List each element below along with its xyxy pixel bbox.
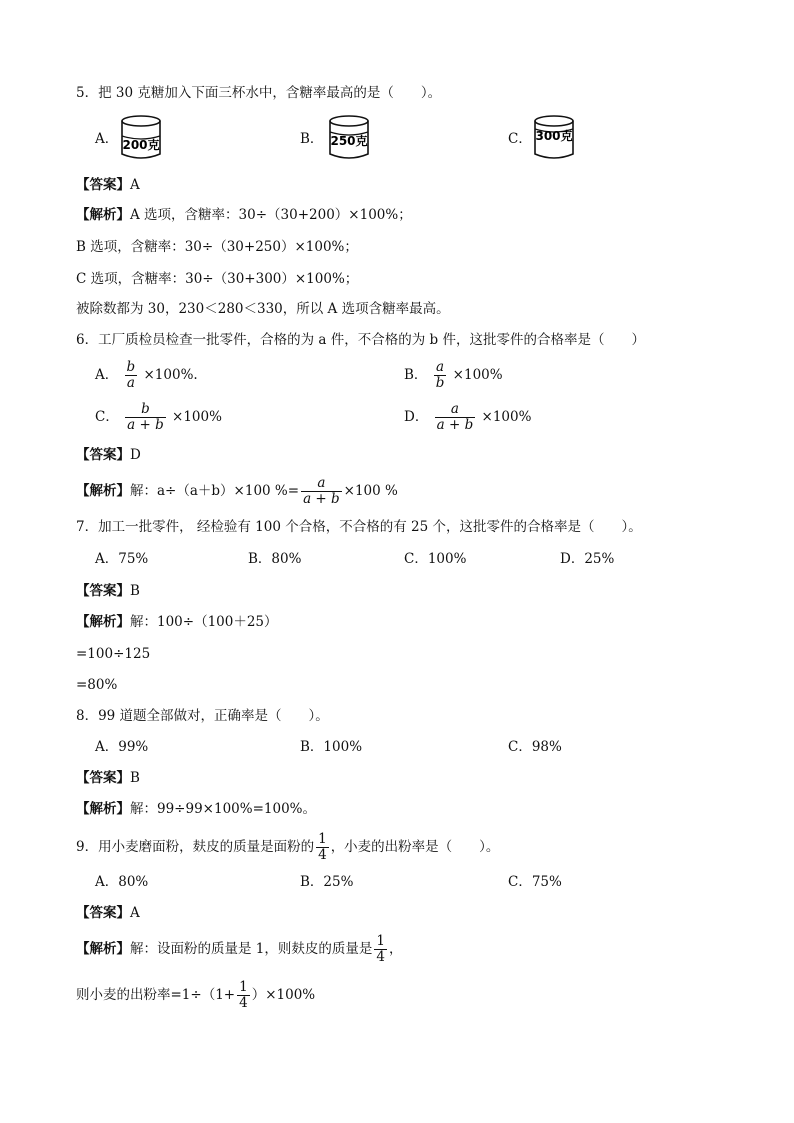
q7-option-a: [95, 550, 148, 568]
fraction: [301, 476, 342, 507]
q6-option-tail: ×100%: [172, 409, 222, 425]
q5-option-c-letter: C．: [508, 131, 532, 147]
q9-option-letter: A．: [95, 874, 119, 890]
q6-option-letter: A．: [95, 367, 119, 383]
q7-option-d: [560, 550, 614, 568]
q5-option-b-letter: B．: [300, 131, 324, 147]
q6-option-tail: ×100%: [481, 409, 532, 425]
q5-analysis-line: A 选项，含糖率：30÷（30+200）×100%；: [130, 207, 412, 223]
answer-tag: 【答案】: [76, 583, 130, 599]
q6-analysis-pre: 解：a÷（a＋b）×100 %=: [130, 483, 300, 499]
q6-option-letter: B．: [404, 367, 428, 383]
answer-tag: 【答案】: [76, 905, 130, 921]
q5-answer: [76, 176, 140, 194]
q9-analysis-post: ）×100%: [251, 987, 316, 1003]
fraction: [435, 402, 476, 433]
fraction-denominator: a + b: [127, 417, 164, 433]
q8-option-c: [508, 738, 562, 756]
analysis-tag: 【解析】: [76, 207, 130, 223]
q5-analysis-1: [76, 206, 412, 224]
q9-answer: [76, 904, 140, 922]
q9-analysis-2: [76, 980, 315, 1011]
fraction: [434, 360, 447, 391]
fraction-numerator: a: [317, 475, 326, 491]
q6-analysis: [76, 476, 398, 507]
q8-option-letter: C．: [508, 739, 532, 755]
q9-analysis-post: ，: [388, 941, 403, 957]
q9-option-text: 80%: [118, 874, 149, 890]
q9-option-letter: C．: [508, 874, 532, 890]
q6-answer: [76, 446, 141, 464]
q7-stem: 7．加工一批零件， 经检验有 100 个合格，不合格的有 25 个，这批零件的合格率是（ ）。: [76, 519, 642, 535]
q8-analysis: [76, 800, 316, 818]
q7-option-text: 75%: [118, 551, 149, 567]
q5-analysis-3: C 选项，含糖率：30÷（30+300）×100%；: [76, 271, 359, 287]
q7-option-letter: D．: [560, 551, 585, 567]
fraction-numerator: b: [141, 401, 150, 417]
analysis-tag: 【解析】: [76, 483, 130, 499]
fraction-numerator: 1: [239, 979, 248, 995]
fraction-denominator: b: [435, 375, 445, 391]
q5-option-a-letter: A．: [95, 131, 119, 147]
q9-stem-pre: 9．用小麦磨面粉，麸皮的质量是面粉的: [76, 839, 315, 855]
q5-cup-a-label: 200克: [122, 138, 160, 152]
q7-option-text: 25%: [584, 551, 615, 567]
q7-option-letter: C．: [404, 551, 428, 567]
q9-option-text: 75%: [531, 874, 562, 890]
q5-cup-b-label: 250克: [330, 134, 368, 148]
q6-option-tail: ×100%: [452, 367, 503, 383]
fraction-numerator: 1: [376, 933, 385, 949]
fraction-denominator: a: [125, 375, 138, 391]
q7-option-text: 80%: [271, 551, 302, 567]
fraction: [374, 934, 387, 965]
q8-stem: 8．99 道题全部做对，正确率是（ ）。: [76, 708, 329, 724]
q6-option-a: [95, 360, 198, 391]
fraction: [125, 360, 138, 391]
q6-option-d: [404, 402, 531, 433]
q8-answer-value: B: [130, 770, 140, 786]
q9-analysis-pre: 解：设面粉的质量是 1，则麸皮的质量是: [130, 941, 373, 957]
analysis-tag: 【解析】: [76, 941, 130, 957]
q9-option-letter: B．: [300, 874, 324, 890]
fraction-denominator: 4: [318, 847, 327, 863]
fraction: [237, 980, 250, 1011]
q8-option-text: 100%: [323, 739, 363, 755]
fraction-denominator: a + b: [303, 491, 340, 507]
q5-answer-value: A: [130, 177, 140, 193]
q6-option-letter: D．: [404, 409, 429, 425]
q6-option-letter: C．: [95, 409, 119, 425]
q8-option-letter: B．: [300, 739, 324, 755]
q8-answer: [76, 769, 140, 787]
fraction: [316, 832, 329, 863]
cup-icon: [327, 114, 371, 162]
fraction-numerator: a: [436, 359, 445, 375]
q7-option-letter: B．: [248, 551, 272, 567]
q6-stem: 6．工厂质检员检查一批零件，合格的为 a 件，不合格的为 b 件，这批零件的合格率是（ ）: [76, 332, 645, 348]
fraction-numerator: 1: [318, 831, 327, 847]
q9-option-a: [95, 873, 148, 891]
q8-option-a: [95, 738, 148, 756]
q9-option-c: [508, 873, 562, 891]
q7-answer-value: B: [130, 583, 140, 599]
q7-analysis-1: [76, 613, 278, 631]
q8-option-b: [300, 738, 362, 756]
analysis-tag: 【解析】: [76, 801, 130, 817]
q5-cup-c-label: 300克: [535, 129, 573, 143]
q7-analysis-3: =80%: [76, 677, 118, 693]
q6-analysis-post: ×100 %: [343, 483, 398, 499]
answer-tag: 【答案】: [76, 177, 130, 193]
cup-icon: [532, 114, 576, 162]
analysis-tag: 【解析】: [76, 614, 130, 630]
q9-option-text: 25%: [323, 874, 354, 890]
q6-answer-value: D: [130, 447, 141, 463]
q8-option-text: 98%: [531, 739, 562, 755]
fraction-numerator: b: [126, 359, 136, 375]
q9-analysis-pre: 则小麦的出粉率=1÷（1+: [76, 987, 236, 1003]
q9-stem: [76, 832, 499, 863]
q8-analysis-line: 解：99÷99×100%=100%。: [130, 801, 316, 817]
q6-option-tail: ×100%.: [143, 367, 198, 383]
fraction-denominator: a + b: [436, 417, 474, 433]
q5-analysis-4: 被除数都为 30，230＜280＜330，所以 A 选项含糖率最高。: [76, 301, 450, 317]
q7-option-b: [248, 550, 301, 568]
fraction-denominator: 4: [376, 949, 385, 965]
q5-analysis-2: B 选项，含糖率：30÷（30+250）×100%；: [76, 239, 358, 255]
q9-stem-post: ，小麦的出粉率是（ ）。: [330, 839, 500, 855]
cup-icon: [119, 114, 163, 162]
q9-option-b: [300, 873, 353, 891]
q8-option-letter: A．: [95, 739, 119, 755]
q6-option-c: [95, 402, 222, 433]
q7-answer: [76, 582, 140, 600]
q7-option-c: [404, 550, 466, 568]
q5-stem: 5．把 30 克糖加入下面三杯水中，含糖率最高的是（ ）。: [76, 85, 442, 101]
q7-analysis-2: =100÷125: [76, 646, 151, 662]
answer-tag: 【答案】: [76, 447, 130, 463]
q9-answer-value: A: [130, 905, 140, 921]
q7-analysis-line: 解：100÷（100＋25）: [130, 614, 278, 630]
q8-option-text: 99%: [118, 739, 149, 755]
fraction: [125, 402, 166, 433]
q7-option-text: 100%: [427, 551, 467, 567]
q9-analysis-1: [76, 934, 402, 965]
q7-option-letter: A．: [95, 551, 119, 567]
q6-option-b: [404, 360, 503, 391]
answer-tag: 【答案】: [76, 770, 130, 786]
fraction-numerator: a: [450, 401, 459, 417]
fraction-denominator: 4: [239, 995, 248, 1011]
